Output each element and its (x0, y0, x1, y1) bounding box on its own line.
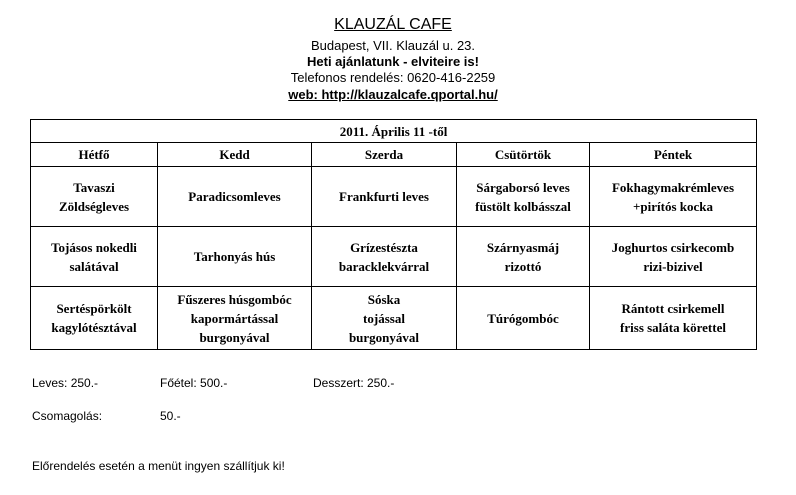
menu-cell-line: kagylótésztával (51, 320, 137, 335)
menu-row (31, 287, 757, 350)
menu-cell-line: rizi-bizivel (643, 258, 703, 274)
menu-cell-line: salátával (69, 258, 119, 274)
menu-cell-line: baracklekvárral (338, 258, 430, 274)
soup-price: Leves: 250.- (32, 376, 99, 390)
menu-cell-line: Szárnyasmáj (486, 239, 560, 255)
menu-cell-line: Tavaszi (73, 179, 115, 195)
menu-date: 2011. Április 11 -től (31, 120, 757, 143)
menu-cell-line: Zöldségleves (58, 198, 130, 214)
menu-cell (158, 227, 312, 287)
weekly-offer-text: Heti ajánlatunk - elviteire is! (307, 54, 479, 69)
day-header: Péntek (590, 143, 757, 167)
menu-cell-line: rizottó (504, 258, 542, 274)
cafe-title: KLAUZÁL CAFE (334, 16, 452, 33)
menu-cell-line: Fokhagymakrémleves (611, 179, 735, 195)
menu-cell-line: Fűszeres húsgombóc (177, 291, 292, 307)
menu-cell (457, 227, 590, 287)
menu-cell-line: Grízestészta (350, 239, 418, 255)
menu-cell (312, 227, 457, 287)
main-course-price: Főétel: 500.- (160, 376, 228, 390)
days-row (31, 143, 757, 167)
packaging-price: 50.- (160, 409, 181, 423)
day-header: Kedd (158, 143, 312, 167)
menu-cell-line: burgonyával (199, 329, 270, 345)
menu-cell (590, 287, 757, 350)
menu-cell-line: tojással (363, 310, 405, 326)
menu-cell-line: Joghurtos csirkecomb (611, 239, 735, 255)
menu-cell-line: Tarhonyás hús (193, 249, 276, 264)
menu-cell (158, 287, 312, 350)
menu-cell (590, 167, 757, 227)
menu-cell (31, 287, 158, 350)
website-link[interactable]: web: http://klauzalcafe.qportal.hu/ (288, 87, 498, 102)
menu-row (31, 167, 757, 227)
cafe-address: Budapest, VII. Klauzál u. 23. (310, 38, 476, 53)
menu-cell (31, 167, 158, 227)
menu-cell-line: friss saláta körettel (620, 320, 726, 335)
day-header: Hétfő (31, 143, 158, 167)
day-header: Szerda (312, 143, 457, 167)
menu-cell (590, 227, 757, 287)
menu-cell-line: kapormártással (190, 310, 279, 326)
weekly-menu-table (30, 119, 757, 350)
menu-cell-line: +pirítós kocka (633, 198, 713, 214)
menu-cell-line: Frankfurti leves (339, 189, 429, 204)
menu-cell-line: Sárgaborsó leves (476, 179, 570, 195)
menu-cell (31, 227, 158, 287)
menu-cell (158, 167, 312, 227)
menu-cell-line: Paradicsomleves (188, 189, 281, 204)
menu-row (31, 227, 757, 287)
menu-cell (312, 167, 457, 227)
packaging-label: Csomagolás: (32, 409, 103, 423)
phone-order-text: Telefonos rendelés: 0620-416-2259 (290, 70, 496, 85)
menu-cell-line: Sóska (367, 291, 401, 307)
menu-cell-line: Rántott csirkemell (621, 301, 725, 316)
menu-cell-line: Tojásos nokedli (51, 239, 137, 255)
menu-cell-line: Túrógombóc (487, 310, 559, 326)
menu-cell (457, 287, 590, 350)
menu-cell-line: füstölt kolbásszal (475, 198, 571, 214)
dessert-price: Desszert: 250.- (313, 376, 395, 390)
menu-cell (312, 287, 457, 350)
day-header: Csütörtök (457, 143, 590, 167)
date-row (31, 120, 757, 143)
menu-cell (457, 167, 590, 227)
delivery-note: Előrendelés esetén a menüt ingyen szállítjuk ki! (32, 459, 285, 473)
menu-cell-line: Sertéspörkölt (56, 301, 132, 316)
menu-cell-line: burgonyával (348, 329, 420, 345)
